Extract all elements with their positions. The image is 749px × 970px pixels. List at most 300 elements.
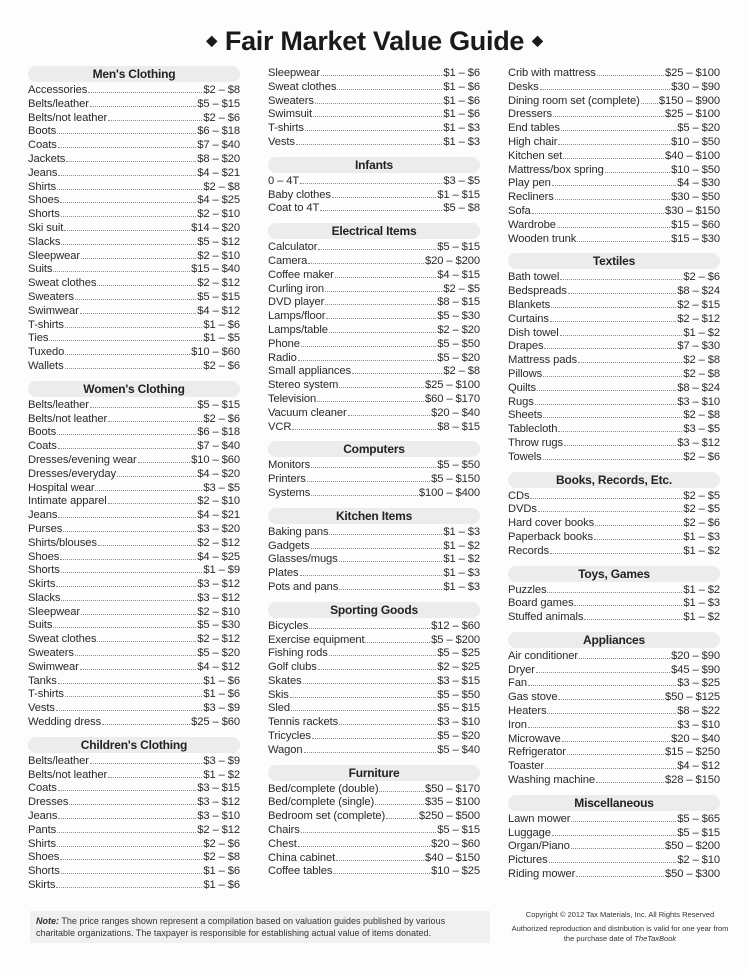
item-price: $40 – $100 (665, 149, 720, 162)
price-row (508, 395, 720, 409)
dot-leader (53, 618, 196, 628)
item-price: $5 – $50 (437, 337, 480, 350)
dot-leader (60, 193, 196, 203)
item-name: Luggage (508, 826, 551, 839)
dot-leader (325, 295, 436, 305)
item-price: $5 – $50 (437, 459, 480, 472)
dot-leader (53, 262, 190, 272)
item-name: Washing machine (508, 774, 596, 787)
item-name: Skirts (28, 578, 56, 591)
price-row (28, 166, 240, 180)
item-name: Iron (508, 718, 527, 731)
item-name: Baby clothes (268, 188, 331, 201)
item-name: T-shirts (268, 122, 304, 135)
item-price: $8 – $24 (677, 285, 720, 298)
dot-leader (568, 284, 677, 294)
item-name: Microwave (508, 732, 561, 745)
category-heading: Computers (268, 441, 480, 457)
item-name: Dresses/evening wear (28, 453, 137, 466)
price-row (268, 309, 480, 323)
item-price: $2 – $20 (437, 323, 480, 336)
dot-leader (292, 420, 436, 430)
item-price: $2 – $5 (683, 489, 720, 502)
item-name: Jeans (28, 509, 58, 522)
dot-leader (550, 312, 676, 322)
item-price: $60 – $170 (425, 392, 480, 405)
item-price: $2 – $6 (683, 517, 720, 530)
item-price: $3 – $25 (677, 677, 720, 690)
price-row (268, 729, 480, 743)
price-row (508, 176, 720, 190)
item-name: Refrigerator (508, 746, 566, 759)
price-row (508, 676, 720, 690)
dot-leader (56, 577, 196, 587)
item-name: Coat to 4T (268, 202, 320, 215)
dot-leader (317, 392, 424, 402)
price-row (508, 718, 720, 732)
dot-leader (102, 715, 190, 725)
dot-leader (365, 633, 430, 643)
item-name: Shirts/blouses (28, 536, 97, 549)
item-name: Bicycles (268, 619, 309, 632)
item-name: Wooden trunk (508, 232, 577, 245)
dot-leader (543, 408, 682, 418)
price-row (28, 494, 240, 508)
item-name: DVD player (268, 296, 325, 309)
dot-leader (528, 676, 676, 686)
dot-leader (81, 605, 196, 615)
item-price: $4 – $25 (197, 194, 240, 207)
price-row (268, 619, 480, 633)
item-name: Sweat clothes (28, 277, 97, 290)
item-name: Heaters (508, 705, 547, 718)
category-section (508, 632, 720, 787)
dot-leader (57, 837, 202, 847)
category-heading: Children's Clothing (28, 737, 240, 753)
dot-leader (56, 878, 202, 888)
item-name: Vests (268, 135, 295, 148)
price-row (28, 618, 240, 632)
item-price: $3 – $5 (443, 174, 480, 187)
item-name: Fishing rods (268, 647, 328, 660)
price-row (508, 649, 720, 663)
item-name: Drapes (508, 340, 544, 353)
dot-leader (379, 782, 424, 792)
item-price: $40 – $150 (425, 851, 480, 864)
item-name: Swimsuit (268, 108, 312, 121)
dot-leader (65, 687, 202, 697)
price-row (508, 353, 720, 367)
item-price: $2 – $8 (683, 409, 720, 422)
item-price: $15 – $60 (671, 218, 720, 231)
price-row (28, 795, 240, 809)
item-name: Ski suit (28, 221, 64, 234)
dot-leader (326, 309, 436, 319)
item-price: $1 – $2 (443, 553, 480, 566)
item-name: Slacks (28, 591, 61, 604)
item-name: Golf clubs (268, 661, 317, 674)
dot-leader (550, 544, 682, 554)
price-row (28, 276, 240, 290)
category-heading: Kitchen Items (268, 508, 480, 524)
item-name: Sweaters (28, 647, 74, 660)
item-name: Shoes (28, 550, 60, 563)
dot-leader (57, 823, 196, 833)
item-name: Kitchen set (508, 149, 563, 162)
price-row (508, 218, 720, 232)
dot-leader (65, 318, 202, 328)
item-price: $2 – $12 (677, 312, 720, 325)
item-price: $3 – $12 (197, 591, 240, 604)
dot-leader (307, 472, 430, 482)
item-name: Belts/leather (28, 97, 89, 110)
dot-leader (117, 467, 196, 477)
dot-leader (312, 729, 436, 739)
item-price: $20 – $60 (431, 837, 480, 850)
item-price: $25 – $100 (425, 379, 480, 392)
item-price: $2 – $10 (197, 249, 240, 262)
item-price: $1 – $6 (203, 688, 240, 701)
price-row (28, 605, 240, 619)
dot-leader (552, 176, 677, 186)
price-row (508, 732, 720, 746)
item-price: $4 – $15 (437, 268, 480, 281)
price-row (508, 121, 720, 135)
item-price: $100 – $400 (418, 486, 480, 499)
item-price: $2 – $12 (197, 536, 240, 549)
price-row (28, 481, 240, 495)
price-row (28, 522, 240, 536)
column-2 (268, 66, 480, 886)
item-price: $20 – $40 (671, 732, 720, 745)
item-name: Shoes (28, 194, 60, 207)
category-section (268, 157, 480, 215)
item-price: $50 – $300 (665, 868, 720, 881)
price-row (28, 398, 240, 412)
dot-leader (58, 439, 197, 449)
dot-leader (584, 610, 682, 620)
dot-leader (303, 674, 437, 684)
dot-leader (567, 745, 664, 755)
item-price: $5 – $20 (677, 122, 720, 135)
dot-leader (574, 596, 682, 606)
price-row (508, 745, 720, 759)
price-row (268, 364, 480, 378)
dot-leader (65, 359, 203, 369)
item-price: $20 – $90 (671, 649, 720, 662)
item-name: Jackets (28, 152, 66, 165)
item-name: Baking pans (268, 525, 329, 538)
item-name: Bath towel (508, 271, 560, 284)
price-row (28, 632, 240, 646)
dot-leader (318, 240, 436, 250)
item-name: Lawn mower (508, 812, 571, 825)
item-price: $5 – $25 (437, 647, 480, 660)
item-price: $25 – $100 (665, 67, 720, 79)
price-row (508, 298, 720, 312)
item-name: Stereo system (268, 379, 339, 392)
price-row (28, 221, 240, 235)
item-name: Wedding dress (28, 716, 102, 729)
item-price: $5 – $30 (437, 310, 480, 323)
item-name: Belts/not leather (28, 412, 108, 425)
dot-leader (561, 121, 676, 131)
price-row (508, 826, 720, 840)
price-row (28, 550, 240, 564)
item-name: 0 – 4T (268, 174, 300, 187)
price-row (268, 240, 480, 254)
item-name: Sweat clothes (28, 633, 97, 646)
price-row (268, 188, 480, 202)
dot-leader (528, 718, 676, 728)
item-price: $15 – $250 (665, 746, 720, 759)
price-row (508, 530, 720, 544)
item-name: Dresses (28, 796, 69, 809)
item-name: Shorts (28, 564, 60, 577)
item-name: Skirts (28, 879, 56, 892)
item-name: Lamps/table (268, 323, 328, 336)
item-price: $1 – $6 (443, 94, 480, 107)
dot-leader (325, 282, 442, 292)
dot-leader (348, 406, 431, 416)
item-price: $250 – $500 (418, 810, 480, 823)
item-price: $5 – $20 (197, 647, 240, 660)
dot-leader (301, 823, 437, 833)
item-price: $5 – $15 (197, 290, 240, 303)
price-row (268, 809, 480, 823)
price-row (508, 502, 720, 516)
price-row (268, 472, 480, 486)
price-row (268, 633, 480, 647)
price-row (28, 646, 240, 660)
price-row (268, 420, 480, 434)
item-price: $3 – $10 (197, 810, 240, 823)
item-name: Ties (28, 332, 49, 345)
dot-leader (313, 107, 442, 117)
price-row (268, 660, 480, 674)
category-section (268, 602, 480, 757)
item-name: Hard cover books (508, 517, 595, 530)
price-row (508, 381, 720, 395)
item-name: Wallets (28, 359, 64, 372)
price-row (28, 180, 240, 194)
item-price: $2 – $10 (677, 854, 720, 867)
item-price: $30 – $90 (671, 80, 720, 93)
dot-leader (558, 135, 670, 145)
price-row (28, 83, 240, 97)
item-name: T-shirts (28, 318, 64, 331)
item-name: Belts/leather (28, 398, 89, 411)
category-section (508, 795, 720, 881)
dot-leader (557, 218, 670, 228)
item-price: $15 – $40 (191, 263, 240, 276)
price-row (268, 66, 480, 80)
item-price: $1 – $2 (683, 611, 720, 624)
dot-leader (75, 290, 196, 300)
dot-leader (108, 768, 202, 778)
item-name: Glasses/mugs (268, 553, 338, 566)
price-row (508, 853, 720, 867)
price-row (268, 295, 480, 309)
item-name: Shirts (28, 837, 56, 850)
item-price: $5 – $150 (431, 473, 480, 486)
book-title: TheTaxBook (634, 934, 677, 943)
price-row (268, 795, 480, 809)
dot-leader (339, 378, 424, 388)
item-name: Shorts (28, 865, 60, 878)
title-text: Fair Market Value Guide (224, 26, 525, 56)
item-name: Blankets (508, 298, 551, 311)
item-price: $25 – $60 (191, 716, 240, 729)
price-row (508, 812, 720, 826)
item-name: Wardrobe (508, 218, 556, 231)
dot-leader (80, 660, 196, 670)
item-price: $5 – $30 (197, 619, 240, 632)
price-row (508, 489, 720, 503)
item-price: $1 – $6 (203, 318, 240, 331)
dot-leader (315, 94, 443, 104)
dot-leader (61, 864, 203, 874)
item-price: $1 – $2 (683, 544, 720, 557)
price-row (28, 193, 240, 207)
item-price: $30 – $50 (671, 191, 720, 204)
dot-leader (309, 619, 430, 629)
item-name: Monitors (268, 459, 311, 472)
category-section (508, 566, 720, 624)
price-row (28, 536, 240, 550)
dot-leader (64, 221, 190, 231)
dot-leader (57, 180, 202, 190)
dot-leader (335, 268, 436, 278)
price-row (28, 467, 240, 481)
item-price: $10 – $50 (671, 135, 720, 148)
item-price: $35 – $100 (425, 796, 480, 809)
dot-leader (538, 502, 683, 512)
item-name: Exercise equipment (268, 633, 365, 646)
item-price: $5 – $15 (437, 702, 480, 715)
item-name: Air conditioner (508, 649, 579, 662)
dot-leader (329, 525, 442, 535)
price-row (508, 232, 720, 246)
item-price: $2 – $15 (677, 298, 720, 311)
dot-leader (544, 339, 676, 349)
item-price: $20 – $200 (425, 254, 480, 267)
category-heading: Appliances (508, 632, 720, 648)
item-name: Purses (28, 522, 63, 535)
price-row (28, 439, 240, 453)
category-heading: Infants (268, 157, 480, 173)
price-row (508, 66, 720, 80)
category-heading: Books, Records, Etc. (508, 472, 720, 488)
dot-leader (560, 270, 682, 280)
dot-leader (530, 489, 682, 499)
price-row (268, 323, 480, 337)
item-name: Dining room set (complete) (508, 94, 640, 107)
dot-leader (61, 207, 197, 217)
price-row (508, 408, 720, 422)
item-name: Puzzles (508, 583, 547, 596)
item-name: Quilts (508, 381, 536, 394)
price-row (28, 453, 240, 467)
item-price: $30 – $150 (665, 204, 720, 217)
item-price: $1 – $3 (443, 525, 480, 538)
dot-leader (304, 743, 437, 753)
dot-leader (540, 80, 671, 90)
price-row (28, 97, 240, 111)
item-name: Dish towel (508, 326, 559, 339)
item-price: $4 – $12 (197, 660, 240, 673)
price-row (268, 392, 480, 406)
item-name: Fan (508, 677, 527, 690)
dot-leader (60, 850, 202, 860)
price-row (268, 566, 480, 580)
item-price: $8 – $15 (437, 296, 480, 309)
dot-leader (577, 232, 670, 242)
item-name: Slacks (28, 235, 61, 248)
item-name: Gas stove (508, 691, 558, 704)
item-name: Vacuum cleaner (268, 406, 347, 419)
dot-leader (298, 351, 437, 361)
price-row (28, 878, 240, 892)
dot-leader (333, 864, 430, 874)
item-price: $2 – $8 (683, 367, 720, 380)
item-name: Tennis rackets (268, 716, 339, 729)
item-name: Tablecloth (508, 423, 558, 436)
item-price: $2 – $25 (437, 661, 480, 674)
item-name: CDs (508, 489, 530, 502)
item-name: Belts/leather (28, 754, 89, 767)
dot-leader (97, 276, 196, 286)
item-price: $10 – $50 (671, 163, 720, 176)
item-name: Coats (28, 440, 57, 453)
item-name: Swimwear (28, 660, 79, 673)
item-price: $6 – $18 (197, 125, 240, 138)
item-name: Swimwear (28, 304, 79, 317)
price-row (268, 646, 480, 660)
dot-leader (547, 704, 676, 714)
item-price: $1 – $2 (683, 326, 720, 339)
dot-leader (58, 674, 203, 684)
price-row (268, 94, 480, 108)
category-section (28, 737, 240, 892)
price-row (28, 412, 240, 426)
column-1 (28, 66, 240, 900)
item-price: $50 – $125 (665, 691, 720, 704)
item-name: Sled (268, 702, 290, 715)
category-section (508, 472, 720, 558)
dot-leader (329, 646, 437, 656)
dot-leader (594, 530, 682, 540)
dot-leader (65, 345, 190, 355)
price-row (268, 701, 480, 715)
item-price: $8 – $24 (677, 381, 720, 394)
page-title (0, 26, 749, 57)
item-name: Pots and pans (268, 580, 339, 593)
dot-leader (576, 867, 664, 877)
item-price: $5 – $8 (443, 202, 480, 215)
price-row (268, 378, 480, 392)
item-price: $5 – $40 (437, 743, 480, 756)
item-name: Tanks (28, 674, 57, 687)
item-price: $12 – $60 (431, 619, 480, 632)
dot-leader (63, 522, 196, 532)
dot-leader (579, 649, 670, 659)
dot-leader (562, 732, 671, 742)
item-name: Sleepwear (28, 249, 80, 262)
category-heading: Furniture (268, 765, 480, 781)
item-name: Boots (28, 426, 57, 439)
item-name: Intimate apparel (28, 495, 107, 508)
